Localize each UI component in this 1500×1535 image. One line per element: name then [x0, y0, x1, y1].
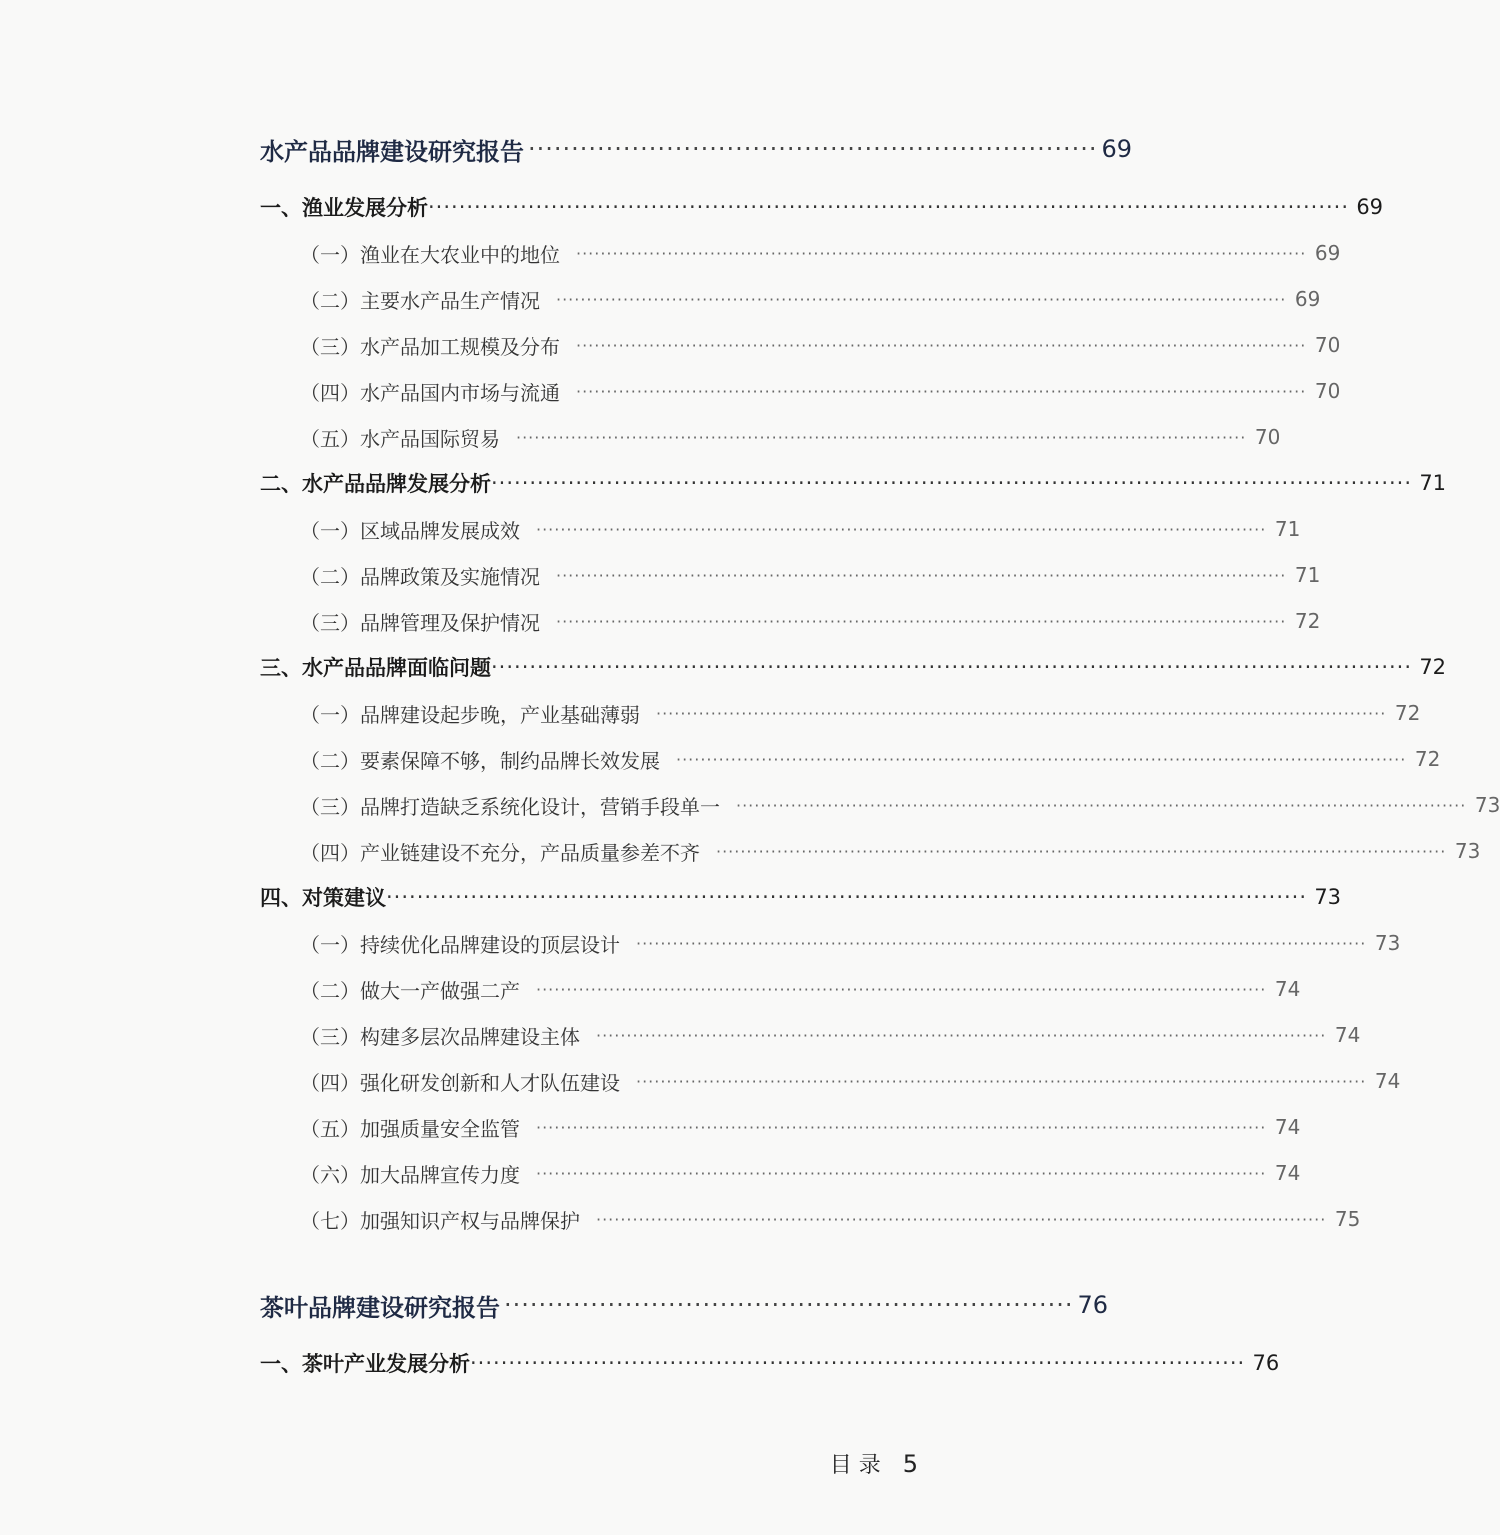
toc-subsection-entry[interactable]	[260, 598, 1321, 644]
toc-sections	[260, 184, 1500, 1242]
page-number: 74	[1274, 977, 1301, 1001]
page-number: 71	[1274, 517, 1301, 541]
subsection-title: （二）要素保障不够，制约品牌长效发展	[300, 748, 660, 773]
toc-section-entry[interactable]	[260, 1340, 1280, 1386]
subsection-title: （一）品牌建设起步晚，产业基础薄弱	[300, 702, 640, 727]
subsection-title: （七）加强知识产权与品牌保护	[300, 1208, 580, 1233]
toc-subsection-entry[interactable]	[260, 1196, 1361, 1242]
toc-section-entry[interactable]	[260, 644, 1447, 690]
page-number: 74	[1274, 1161, 1301, 1185]
subsection-title: （三）品牌管理及保护情况	[300, 610, 540, 635]
dot-leader: ························································································································	[556, 611, 1287, 631]
toc-report-entry[interactable]	[260, 1282, 1109, 1328]
dot-leader: ························································································································	[676, 749, 1407, 769]
subsection-title: （二）做大一产做强二产	[300, 978, 520, 1003]
dot-leader: ··································································	[504, 1291, 1074, 1319]
page-number: 73	[1474, 793, 1500, 817]
dot-leader: ························································································································	[576, 335, 1307, 355]
report-title: 水产品品牌建设研究报告	[260, 137, 524, 166]
dot-leader: ························································································································	[596, 1025, 1327, 1045]
dot-leader: ·····································································································	[470, 1351, 1246, 1375]
dot-leader: ························································································································	[536, 519, 1267, 539]
subsection-title: （一）持续优化品牌建设的顶层设计	[300, 932, 620, 957]
dot-leader: ························································································································	[736, 795, 1467, 815]
page-number: 74	[1334, 1023, 1361, 1047]
section-title: 一、茶叶产业发展分析	[260, 1352, 470, 1376]
dot-leader: ························································································································	[596, 1209, 1327, 1229]
subsection-title: （三）品牌打造缺乏系统化设计，营销手段单一	[300, 794, 720, 819]
section-title: 二、水产品品牌发展分析	[260, 472, 491, 496]
subsection-title: （一）渔业在大农业中的地位	[300, 242, 560, 267]
toc-subsection-entry[interactable]	[260, 322, 1341, 368]
section-title: 四、对策建议	[260, 886, 386, 910]
dot-leader: ························································································································	[386, 885, 1308, 909]
toc-subsection-entry[interactable]	[260, 1150, 1301, 1196]
subsection-title: （三）构建多层次品牌建设主体	[300, 1024, 580, 1049]
dot-leader: ························································································································	[491, 655, 1413, 679]
page-number: 69	[1294, 287, 1321, 311]
page-number: 74	[1374, 1069, 1401, 1093]
dot-leader: ··································································	[528, 135, 1098, 163]
section-title: 一、渔业发展分析	[260, 196, 428, 220]
dot-leader: ························································································································	[428, 195, 1350, 219]
dot-leader: ························································································································	[636, 933, 1367, 953]
dot-leader: ························································································································	[536, 1117, 1267, 1137]
subsection-title: （五）加强质量安全监管	[300, 1116, 520, 1141]
page-number: 71	[1419, 471, 1447, 495]
page-number: 72	[1414, 747, 1441, 771]
dot-leader: ························································································································	[716, 841, 1447, 861]
dot-leader: ························································································································	[636, 1071, 1367, 1091]
dot-leader: ························································································································	[576, 381, 1307, 401]
subsection-title: （二）主要水产品生产情况	[300, 288, 540, 313]
toc-subsection-entry[interactable]	[260, 690, 1421, 736]
toc-subsection-entry[interactable]	[260, 230, 1341, 276]
subsection-title: （五）水产品国际贸易	[300, 426, 500, 451]
report-title: 茶叶品牌建设研究报告	[260, 1293, 500, 1322]
toc-subsection-entry[interactable]	[260, 1012, 1361, 1058]
page-number: 72	[1419, 655, 1447, 679]
toc-subsection-entry[interactable]	[260, 736, 1441, 782]
dot-leader: ························································································································	[656, 703, 1387, 723]
subsection-title: （四）强化研发创新和人才队伍建设	[300, 1070, 620, 1095]
page-number: 70	[1254, 425, 1281, 449]
dot-leader: ························································································································	[556, 289, 1287, 309]
footer-label: 目 录	[829, 1453, 881, 1478]
page-number: 76	[1252, 1351, 1280, 1375]
page-number: 74	[1274, 1115, 1301, 1139]
toc-subsection-entry[interactable]	[260, 1104, 1301, 1150]
toc-subsection-entry[interactable]	[260, 920, 1401, 966]
toc-section-entry[interactable]	[260, 874, 1342, 920]
dot-leader: ························································································································	[536, 1163, 1267, 1183]
toc-subsection-entry[interactable]	[260, 552, 1321, 598]
section-title: 三、水产品品牌面临问题	[260, 656, 491, 680]
subsection-title: （三）水产品加工规模及分布	[300, 334, 560, 359]
dot-leader: ························································································································	[491, 471, 1413, 495]
subsection-title: （四）水产品国内市场与流通	[300, 380, 560, 405]
toc-subsection-entry[interactable]	[260, 276, 1321, 322]
toc-subsection-entry[interactable]	[260, 414, 1281, 460]
page-number: 73	[1374, 931, 1401, 955]
page-number: 72	[1294, 609, 1321, 633]
toc-subsection-entry[interactable]	[260, 966, 1301, 1012]
toc-report-entry[interactable]	[260, 126, 1133, 172]
page-number: 69	[1356, 195, 1384, 219]
toc-subsection-entry[interactable]	[260, 828, 1481, 874]
toc-section-entry[interactable]	[260, 460, 1447, 506]
subsection-title: （四）产业链建设不充分，产品质量参差不齐	[300, 840, 700, 865]
page-number: 73	[1454, 839, 1481, 863]
footer-page-number: 5	[902, 1450, 918, 1478]
page-number: 69	[1101, 135, 1133, 163]
page-number: 71	[1294, 563, 1321, 587]
page-number: 75	[1334, 1207, 1361, 1231]
dot-leader: ························································································································	[516, 427, 1247, 447]
dot-leader: ························································································································	[576, 243, 1307, 263]
subsection-title: （一）区域品牌发展成效	[300, 518, 520, 543]
toc-subsection-entry[interactable]	[260, 782, 1500, 828]
page-number: 72	[1394, 701, 1421, 725]
dot-leader: ························································································································	[556, 565, 1287, 585]
page-number: 73	[1314, 885, 1342, 909]
toc-subsection-entry[interactable]	[260, 368, 1341, 414]
page-number: 70	[1314, 379, 1341, 403]
page-number: 69	[1314, 241, 1341, 265]
subsection-title: （六）加大品牌宣传力度	[300, 1162, 520, 1187]
toc-subsection-entry[interactable]	[260, 506, 1301, 552]
toc-section-entry[interactable]	[260, 184, 1384, 230]
page-number: 76	[1077, 1291, 1109, 1319]
toc-subsection-entry[interactable]	[260, 1058, 1401, 1104]
page-number: 70	[1314, 333, 1341, 357]
page-footer	[830, 1448, 918, 1479]
subsection-title: （二）品牌政策及实施情况	[300, 564, 540, 589]
table-of-contents	[260, 126, 1500, 1386]
dot-leader: ························································································································	[536, 979, 1267, 999]
